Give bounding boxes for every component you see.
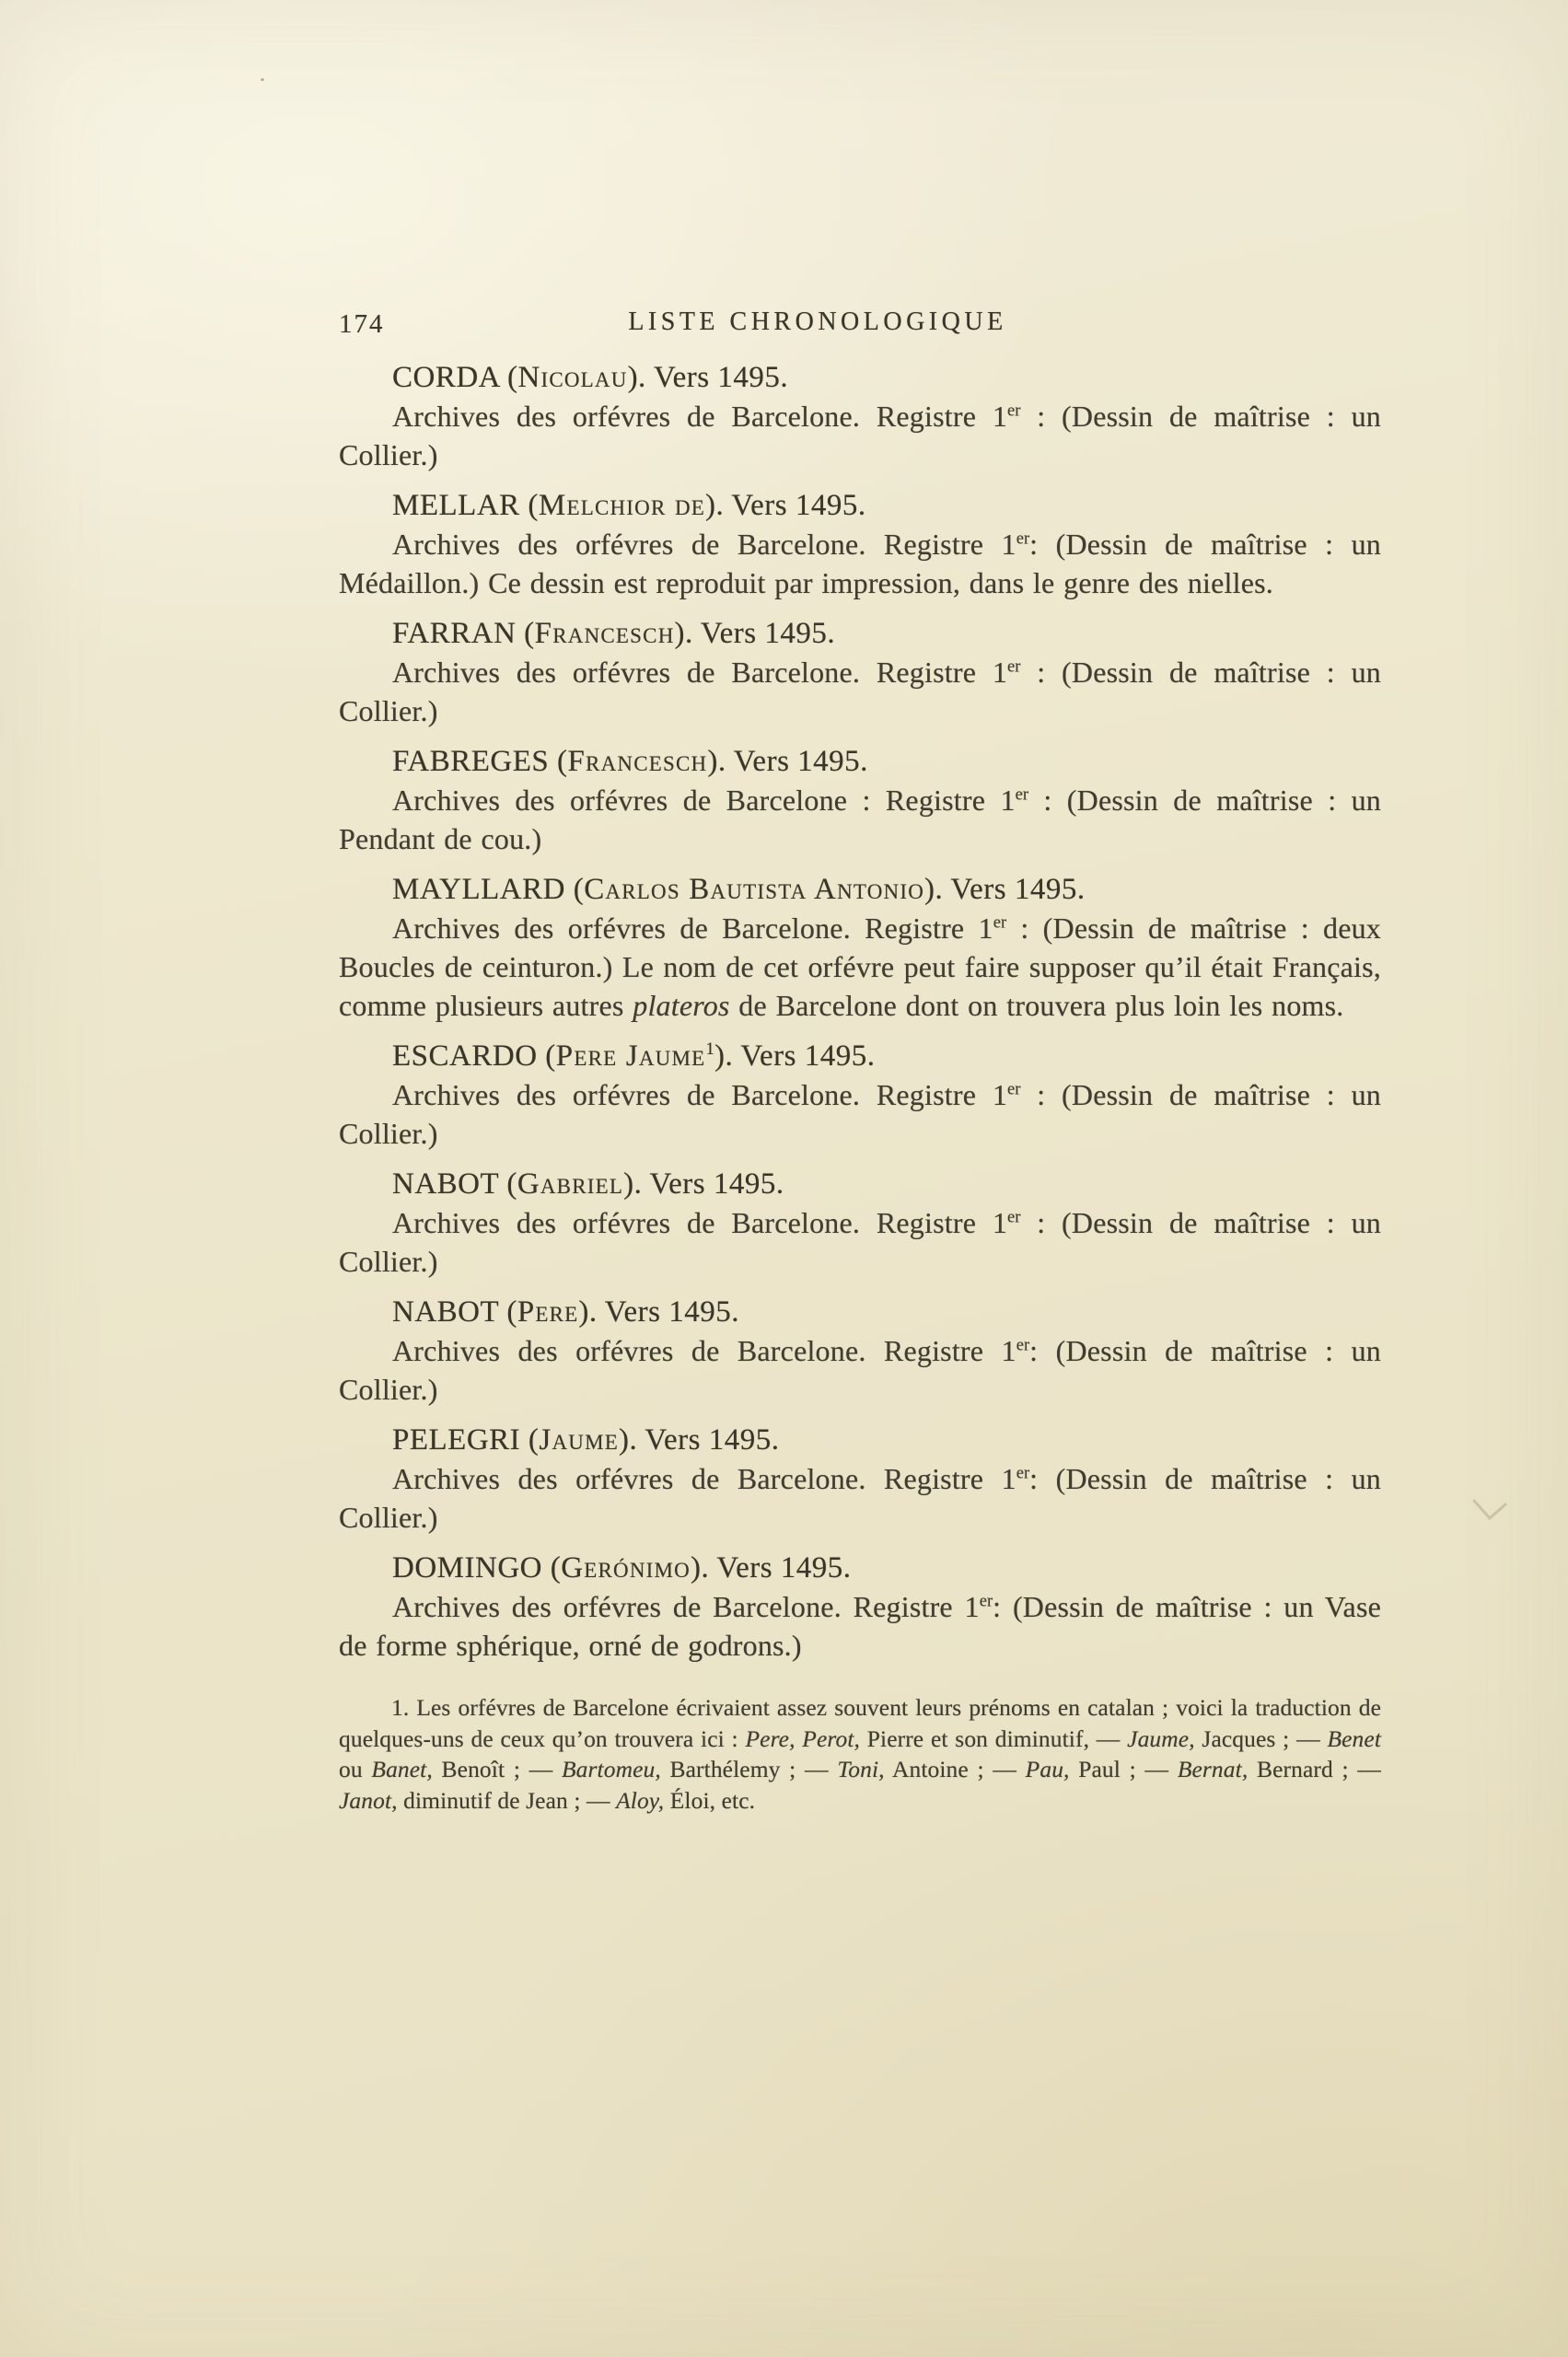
entry-heading: FARRAN (Francesch). Vers 1495. — [392, 617, 836, 650]
catalog-entry — [339, 358, 1381, 474]
entry-heading: NABOT (Gabriel). Vers 1495. — [392, 1167, 784, 1201]
entry-heading: PELEGRI (Jaume). Vers 1495. — [392, 1423, 780, 1457]
entry-body: Archives des orfévres de Barcelone. Registre 1er : (Dessin de maîtrise : un Collier.) — [339, 656, 1381, 727]
footnote-text: 1. Les orfévres de Barcelone écrivaient assez souvent leurs prénoms en catalan ; voici la traduction de quelques-uns de ceux qu’on trouvera ici : Pere, Perot, Pierre et son diminutif, — Jaume, Jacques ; — Benet ou Banet, Benoît ; — Bartomeu, Barthélemy ; — Toni, Antoine ; — Pau, Paul ; — Bernat, Bernard ; — Janot, diminutif de Jean ; — Aloy, Éloi, etc. — [339, 1694, 1382, 1814]
entries — [339, 358, 1381, 1665]
catalog-entry — [339, 1037, 1381, 1153]
catalog-entry — [339, 1421, 1381, 1537]
catalog-entry — [339, 1549, 1381, 1665]
entry-heading: CORDA (Nicolau). Vers 1495. — [392, 361, 789, 394]
catalog-entry — [339, 486, 1381, 602]
entry-body: Archives des orfévres de Barcelone : Registre 1er : (Dessin de maîtrise : un Pendant de cou.) — [339, 784, 1381, 855]
catalog-entry — [339, 870, 1381, 1025]
entry-body: Archives des orfévres de Barcelone. Registre 1er: (Dessin de maîtrise : un Collier.) — [339, 1334, 1382, 1406]
entry-heading: DOMINGO (Gerónimo). Vers 1495. — [392, 1551, 852, 1585]
entry-body: Archives des orfévres de Barcelone. Registre 1er: (Dessin de maîtrise : un Collier.) — [339, 1462, 1382, 1534]
page-title: LISTE CHRONOLOGIQUE — [628, 308, 1007, 336]
entry-heading: MAYLLARD (Carlos Bautista Antonio). Vers 1495. — [392, 873, 1086, 906]
entry-body: Archives des orfévres de Barcelone. Registre 1er : (Dessin de maîtrise : un Collier.) — [339, 1078, 1381, 1150]
entry-body: Archives des orfévres de Barcelone. Registre 1er : (Dessin de maîtrise : un Collier.) — [339, 1206, 1381, 1278]
entry-heading: NABOT (Pere). Vers 1495. — [392, 1295, 739, 1329]
running-header — [339, 306, 1381, 346]
entry-heading: FABREGES (Francesch). Vers 1495. — [392, 745, 868, 778]
paper-speck — [261, 78, 264, 81]
catalog-entry — [339, 614, 1381, 730]
catalog-entry — [339, 1165, 1381, 1281]
catalog-entry — [339, 1293, 1381, 1409]
stray-chevron-mark — [1471, 1498, 1508, 1526]
entry-body: Archives des orfévres de Barcelone. Registre 1er : (Dessin de maîtrise : un Collier.) — [339, 400, 1381, 471]
catalog-entry — [339, 742, 1381, 858]
entry-heading: ESCARDO (Pere Jaume$^1$). Vers 1495. — [392, 1039, 876, 1073]
entry-heading: MELLAR (Melchior de). Vers 1495. — [392, 489, 866, 522]
entry-body: Archives des orfévres de Barcelone. Registre 1er: (Dessin de maîtrise : un Vase de forme sphérique, orné de godrons.) — [339, 1590, 1382, 1662]
page-number: 174 — [339, 309, 385, 339]
page-content — [339, 306, 1381, 1816]
entry-body: Archives des orfévres de Barcelone. Registre 1er: (Dessin de maîtrise : un Médaillon.) Ce dessin est reproduit par impression, dans le genre des nielles. — [339, 528, 1382, 599]
entry-body: Archives des orfévres de Barcelone. Registre 1er : (Dessin de maîtrise : deux Boucles de ceinturon.) Le nom de cet orfévre peut faire supposer qu’il était Français, comme plusieurs autres plateros de Barcelone dont on trouvera plus loin les noms. — [339, 911, 1381, 1022]
footnote — [339, 1692, 1381, 1816]
